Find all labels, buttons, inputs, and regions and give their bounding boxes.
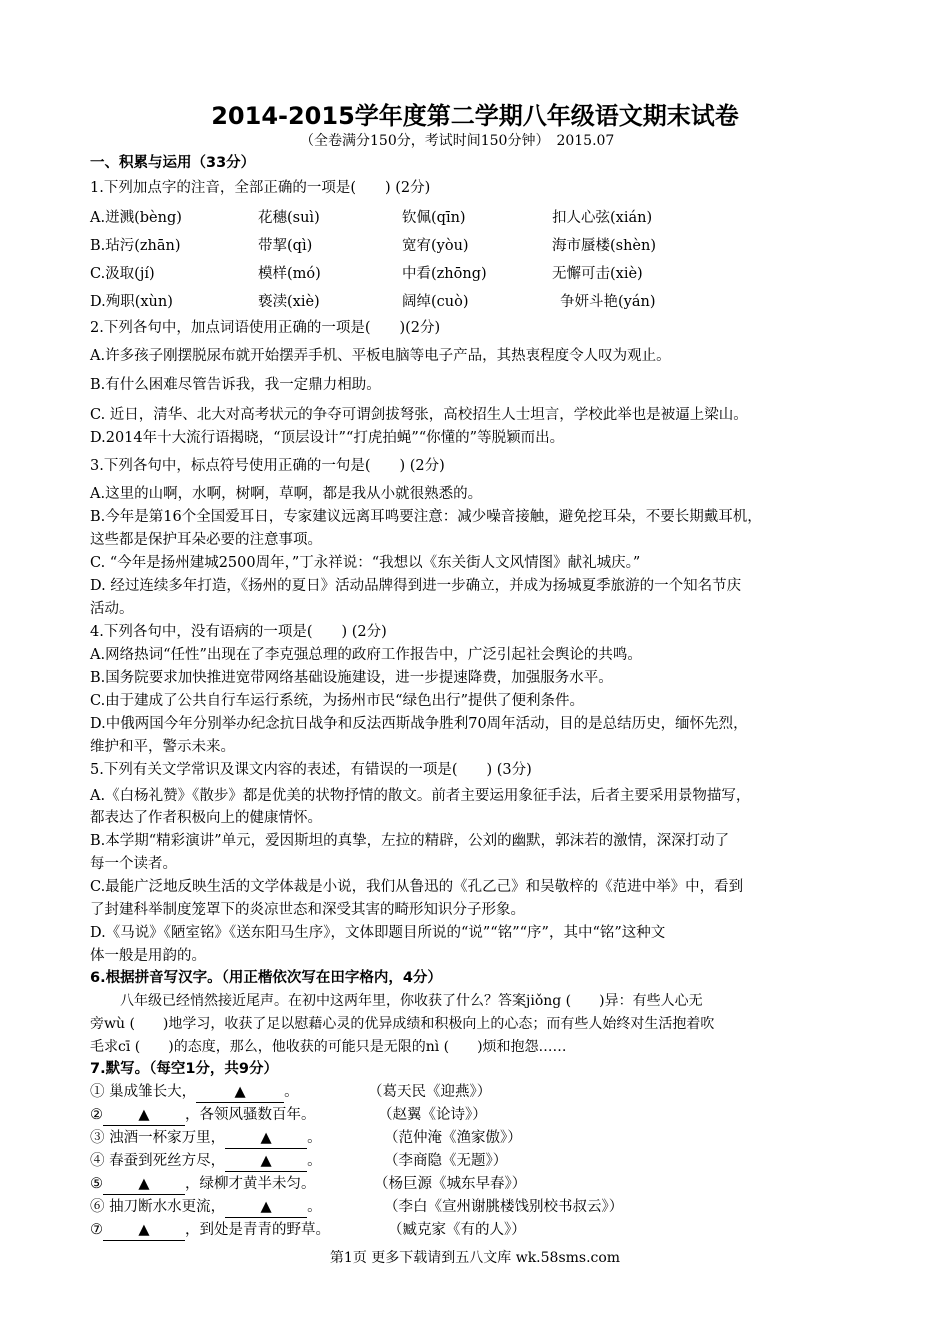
q1-option-b1: B.玷污(zhān) — [90, 238, 181, 254]
dictation-item-4 — [90, 1151, 322, 1172]
dictation-item-7 — [90, 1220, 330, 1241]
dictation-3-source: （范仲淹《渔家傲》） — [384, 1130, 522, 1146]
dictation-5-source: （杨巨源《城东早春》） — [374, 1176, 527, 1192]
q6-passage-line-3: 毛求cī ( )的态度，那么，他收获的可能只是无限的nì ( )烦和抱怨…… — [90, 1039, 567, 1055]
question-3-stem: 3.下列各句中，标点符号使用正确的一句是( ) (2分) — [90, 458, 445, 474]
q1-option-a1: A.迸溅(bèng) — [90, 210, 182, 226]
q5-option-c-cont: 了封建科举制度笼罩下的炎凉世态和深受其害的畸形知识分子形象。 — [90, 902, 525, 918]
dictation-2-source: （赵翼《论诗》） — [378, 1107, 487, 1123]
answer-blank-1[interactable]: ▲ — [196, 1082, 284, 1103]
q1-option-a3: 钦佩(qīn) — [402, 210, 466, 226]
answer-blank-3[interactable]: ▲ — [225, 1128, 307, 1149]
question-1-stem: 1.下列加点字的注音，全部正确的一项是( ) (2分) — [90, 180, 431, 196]
q1-option-d3: 阔绰(cuò) — [402, 294, 469, 310]
dictation-1-text: ① 巢成雏长大， — [90, 1084, 197, 1100]
dictation-item-1 — [90, 1082, 299, 1103]
q1-option-d1: D.殉职(xùn) — [90, 294, 173, 310]
q4-option-c: C.由于建成了公共自行车运行系统，为扬州市民“绿色出行”提供了便利条件。 — [90, 693, 585, 709]
q3-option-c: C. “今年是扬州建城2500周年，”丁永祥说：“我想以《东关街人文风情图》献礼城庆。” — [90, 555, 641, 571]
answer-blank-6[interactable]: ▲ — [225, 1197, 307, 1218]
q1-option-b4: 海市蜃楼(shèn) — [552, 238, 657, 254]
dictation-item-2 — [90, 1105, 316, 1126]
answer-blank-2[interactable]: ▲ — [103, 1105, 185, 1126]
dictation-7-end: ，到处是青青的野草。 — [185, 1222, 330, 1238]
q1-option-c3: 中看(zhōng) — [402, 266, 487, 282]
dictation-2-end: ，各领风骚数百年。 — [185, 1107, 316, 1123]
dictation-5-end: ，绿柳才黄半未匀。 — [185, 1176, 316, 1192]
q4-option-d-cont: 维护和平，警示未来。 — [90, 739, 235, 755]
q5-option-d-cont: 体一般是用韵的。 — [90, 948, 206, 964]
q1-option-b2: 带挈(qì) — [258, 238, 313, 254]
dictation-6-text: ⑥ 抽刀断水水更流， — [90, 1199, 226, 1215]
question-4-stem: 4.下列各句中，没有语病的一项是( ) (2分) — [90, 624, 387, 640]
dictation-6-source: （李白《宣州谢朓楼饯别校书叔云》） — [384, 1199, 624, 1215]
q5-option-d: D.《马说》《陋室铭》《送东阳马生序》，文体即题目所说的“说”“铭”“序”，其中“铭”这种文 — [90, 925, 666, 941]
q3-option-d: D. 经过连续多年打造，《扬州的夏日》活动品牌得到进一步确立，并成为扬城夏季旅游的一个知名节庆 — [90, 578, 742, 594]
section-heading: 一、积累与运用（33分） — [90, 155, 256, 171]
q5-option-b-cont: 每一个读者。 — [90, 856, 177, 872]
q1-option-a2: 花穗(suì) — [258, 210, 320, 226]
page-footer: 第1页 更多下载请到五八文库 wk.58sms.com — [329, 1250, 621, 1266]
q1-option-d2: 亵渎(xiè) — [258, 294, 320, 310]
question-6-stem: 6.根据拼音写汉字。（用正楷依次写在田字格内，4分） — [90, 970, 442, 986]
dictation-2-text: ② — [90, 1107, 103, 1123]
dictation-4-end: 。 — [307, 1153, 322, 1169]
subtitle: （全卷满分150分，考试时间150分钟） 2015.07 — [300, 133, 615, 149]
dictation-1-end: 。 — [284, 1084, 299, 1100]
dictation-7-text: ⑦ — [90, 1222, 103, 1238]
dictation-4-text: ④ 春蚕到死丝方尽， — [90, 1153, 226, 1169]
q4-option-d: D.中俄两国今年分别举办纪念抗日战争和反法西斯战争胜利70周年活动，目的是总结历史，缅怀先烈， — [90, 716, 748, 732]
q3-option-a: A.这里的山啊，水啊，树啊，草啊，都是我从小就很熟悉的。 — [90, 486, 483, 502]
q1-option-d4: 争妍斗艳(yán) — [560, 294, 656, 310]
q2-option-b: B.有什么困难尽管告诉我，我一定鼎力相助。 — [90, 377, 381, 393]
q1-option-b3: 宽宥(yòu) — [402, 238, 469, 254]
q1-option-c2: 模样(mó) — [258, 266, 321, 282]
dictation-item-3 — [90, 1128, 322, 1149]
question-2-stem: 2.下列各句中，加点词语使用正确的一项是( )(2分) — [90, 320, 441, 336]
q2-option-c: C. 近日，清华、北大对高考状元的争夺可谓剑拔弩张，高校招生人士坦言，学校此举也是被逼上梁山。 — [90, 407, 748, 423]
dictation-7-source: （臧克家《有的人》） — [388, 1222, 526, 1238]
q5-option-b: B.本学期“精彩演讲”单元，爱因斯坦的真挚，左拉的精辟，公刘的幽默，郭沫若的激情，深深打动了 — [90, 833, 730, 849]
q6-passage-line-2: 旁wù ( )地学习，收获了足以慰藉心灵的优异成绩和积极向上的心态；而有些人始终对生活抱着吹 — [90, 1016, 715, 1032]
dictation-4-source: （李商隐《无题》） — [384, 1153, 508, 1169]
dictation-item-5 — [90, 1174, 316, 1195]
dictation-6-end: 。 — [307, 1199, 322, 1215]
q2-option-d: D.2014年十大流行语揭晓，“顶层设计”“打虎拍蝇”“你懂的”等脱颖而出。 — [90, 430, 565, 446]
answer-blank-7[interactable]: ▲ — [103, 1220, 185, 1241]
question-7-stem: 7.默写。（每空1分，共9分） — [90, 1061, 279, 1077]
q1-option-c4: 无懈可击(xiè) — [552, 266, 643, 282]
q4-option-b: B.国务院要求加快推进宽带网络基础设施建设，进一步提速降费，加强服务水平。 — [90, 670, 613, 686]
q3-option-b-cont: 这些都是保护耳朵必要的注意事项。 — [90, 532, 322, 548]
q3-option-d-cont: 活动。 — [90, 601, 134, 617]
answer-blank-4[interactable]: ▲ — [225, 1151, 307, 1172]
dictation-item-6 — [90, 1197, 322, 1218]
dictation-1-source: （葛天民《迎燕》） — [368, 1084, 492, 1100]
q2-option-a: A.许多孩子刚摆脱尿布就开始摆弄手机、平板电脑等电子产品，其热衷程度令人叹为观止。 — [90, 348, 671, 364]
dictation-3-text: ③ 浊酒一杯家万里， — [90, 1130, 226, 1146]
answer-blank-5[interactable]: ▲ — [103, 1174, 185, 1195]
q1-option-a4: 扣人心弦(xián) — [552, 210, 653, 226]
q5-option-c: C.最能广泛地反映生活的文学体裁是小说，我们从鲁迅的《孔乙己》和吴敬梓的《范进中举》中，看到 — [90, 879, 744, 895]
q4-option-a: A.网络热词“任性”出现在了李克强总理的政府工作报告中，广泛引起社会舆论的共鸣。 — [90, 647, 642, 663]
q1-option-c1: C.汲取(jí) — [90, 266, 155, 282]
q3-option-b: B.今年是第16个全国爱耳日，专家建议远离耳鸣要注意：减少噪音接触，避免挖耳朵，不要长期戴耳机， — [90, 509, 762, 525]
q6-passage-line-1: 八年级已经悄然接近尾声。在初中这两年里，你收获了什么？答案jiǒng ( )异：有些人心无 — [120, 993, 703, 1009]
dictation-3-end: 。 — [307, 1130, 322, 1146]
page-title: 2014-2015学年度第二学期八年级语文期末试卷 — [211, 102, 739, 130]
question-5-stem: 5.下列有关文学常识及课文内容的表述，有错误的一项是( ) (3分) — [90, 762, 532, 778]
q5-option-a: A.《白杨礼赞》《散步》都是优美的状物抒情的散文。前者主要运用象征手法，后者主要采用景物描写， — [90, 788, 751, 804]
dictation-5-text: ⑤ — [90, 1176, 103, 1192]
q5-option-a-cont: 都表达了作者积极向上的健康情怀。 — [90, 810, 322, 826]
